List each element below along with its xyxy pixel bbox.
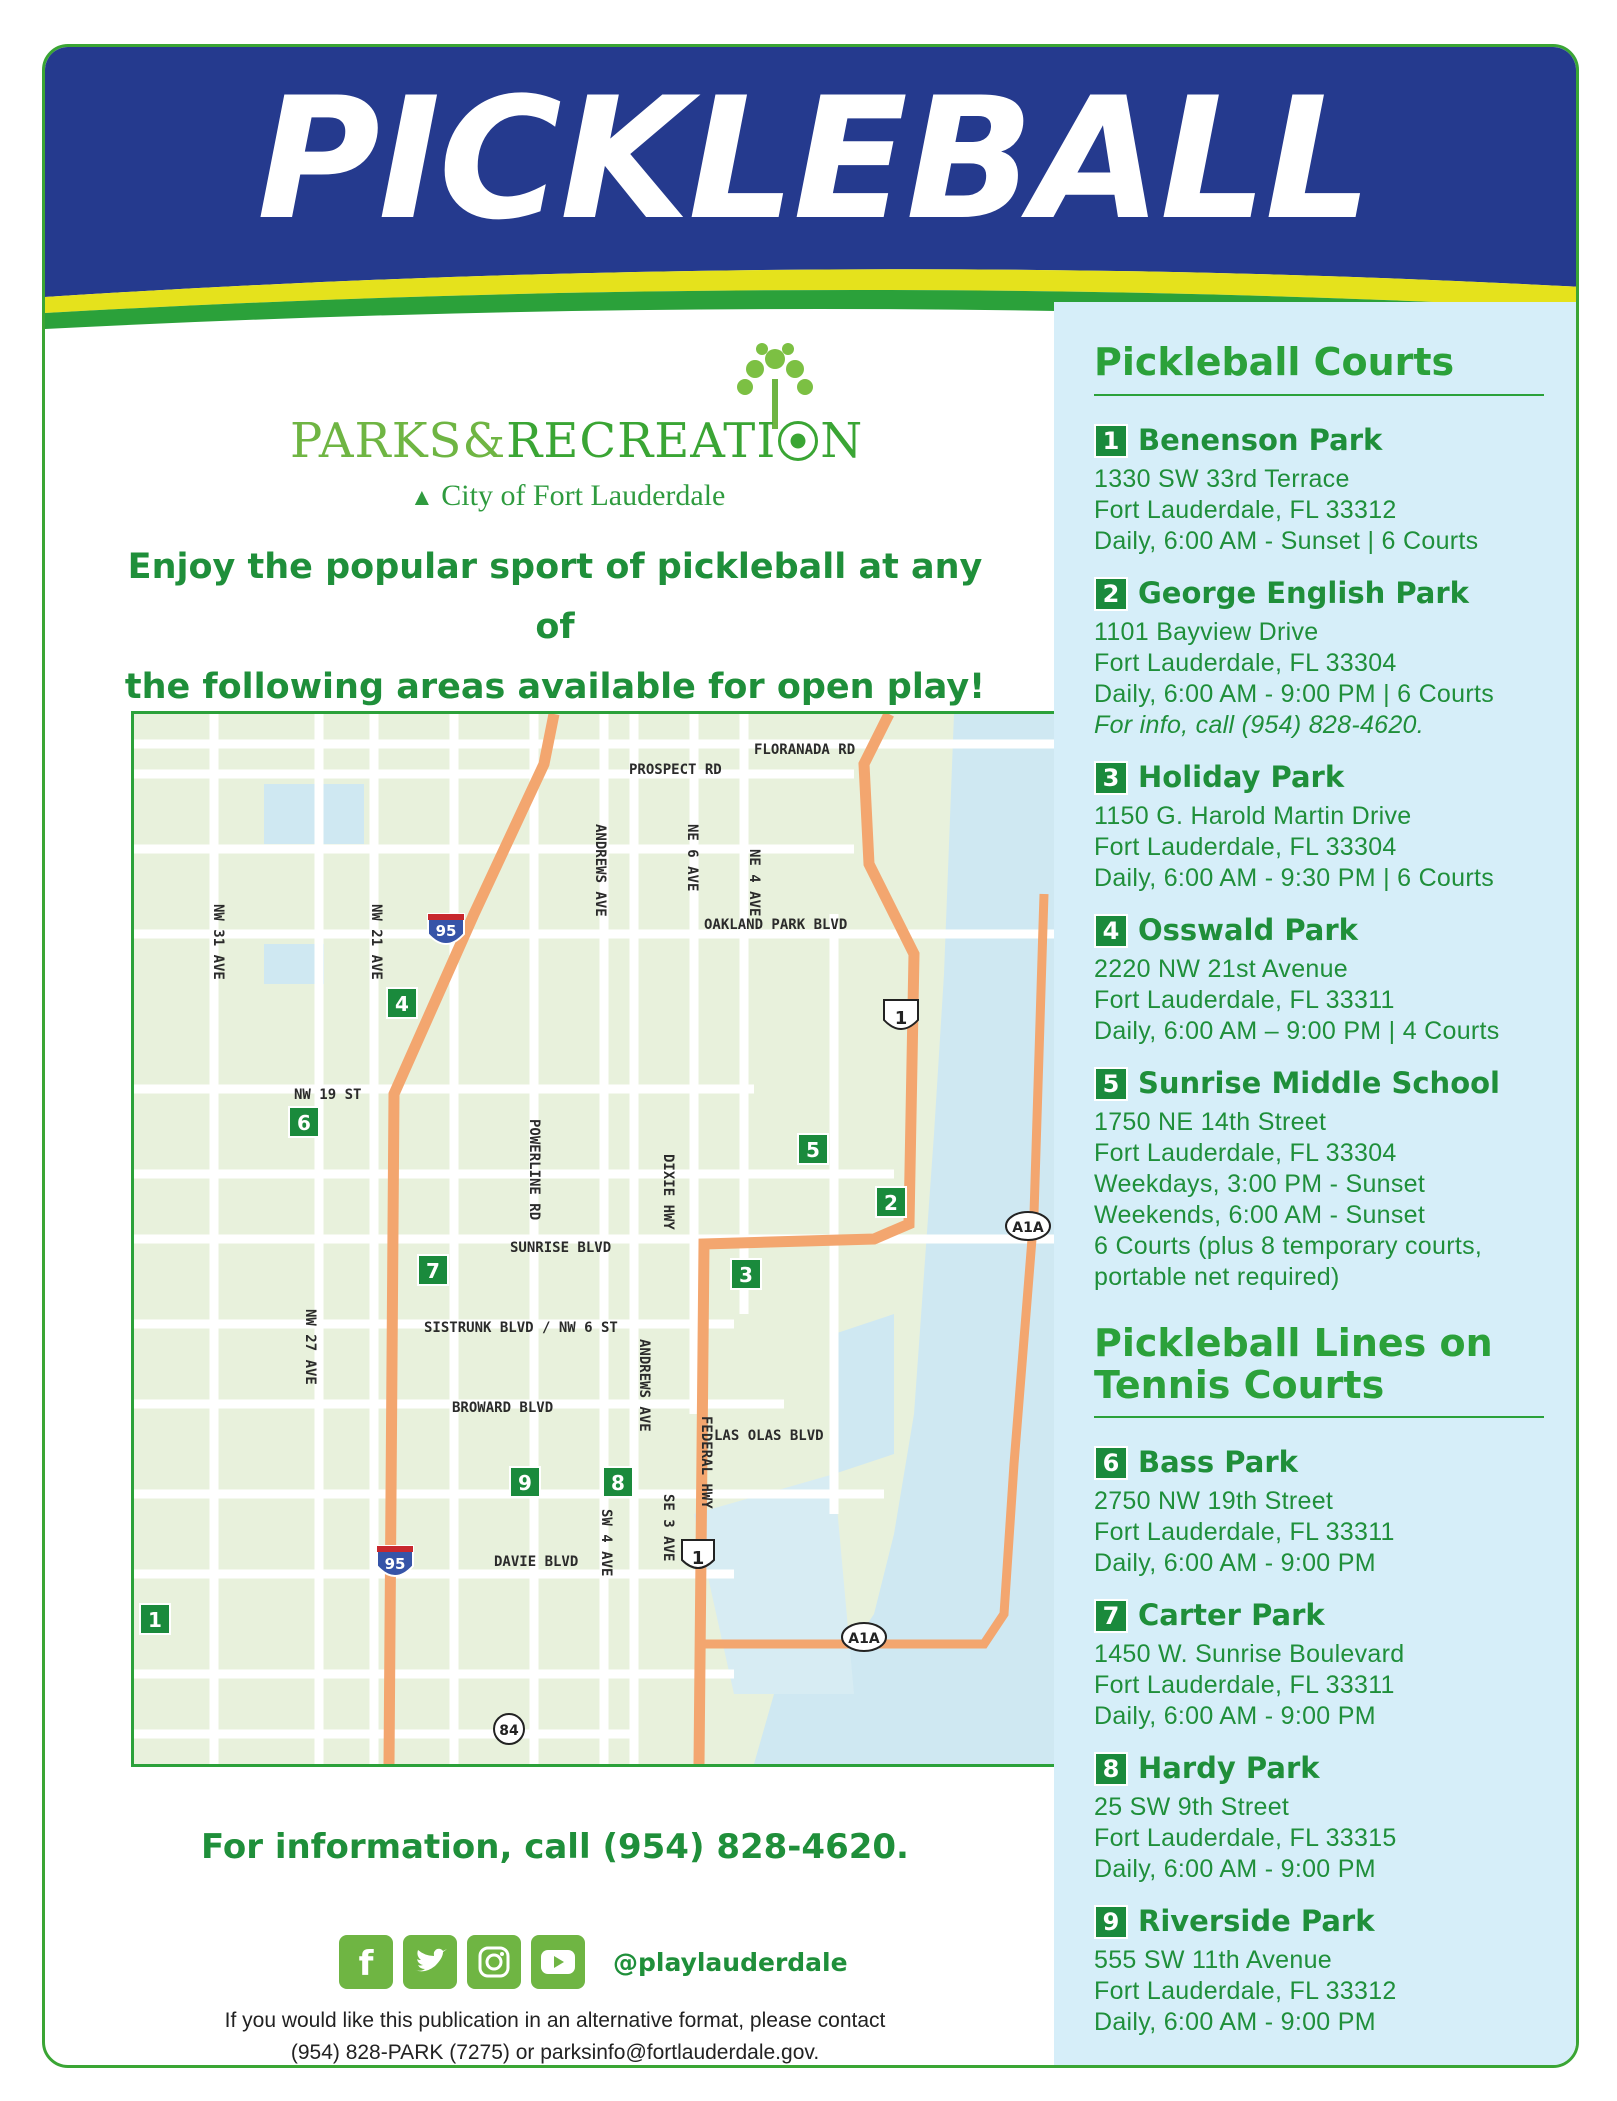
a1a-shield-bottom bbox=[842, 1623, 886, 1651]
page-title: PICKLEBALL bbox=[256, 61, 1371, 257]
road-label-powerline: POWERLINE RD bbox=[526, 1119, 542, 1221]
svg-text:84: 84 bbox=[499, 1723, 519, 1739]
park-name: Osswald Park bbox=[1138, 912, 1358, 947]
sr84-shield bbox=[494, 1714, 524, 1744]
flyer-frame bbox=[42, 44, 1579, 2068]
map-pin-6 bbox=[289, 1107, 319, 1137]
svg-text:f: f bbox=[358, 1945, 374, 1979]
road-label-federal: FEDERAL HWY bbox=[698, 1416, 714, 1509]
park-number-badge: 4 bbox=[1094, 914, 1128, 948]
road-label-sunrise: SUNRISE BLVD bbox=[510, 1240, 612, 1256]
youtube-icon[interactable] bbox=[531, 1935, 585, 1989]
map-pin-2 bbox=[876, 1187, 906, 1217]
svg-text:1: 1 bbox=[691, 1548, 705, 1569]
road-label-floranada: FLORANADA RD bbox=[754, 742, 856, 758]
road-label-lasolas: LAS OLAS BLVD bbox=[714, 1428, 824, 1444]
park-name: Carter Park bbox=[1138, 1598, 1325, 1633]
tennis-lines-heading: Pickleball Lines on Tennis Courts bbox=[1094, 1323, 1544, 1419]
map-pin-3 bbox=[731, 1259, 761, 1289]
map-pin-1 bbox=[140, 1604, 170, 1634]
svg-text:A1A: A1A bbox=[1012, 1220, 1044, 1236]
map-pin-7 bbox=[418, 1255, 448, 1285]
road-label-nw21: NW 21 AVE bbox=[368, 904, 384, 980]
svg-text:7: 7 bbox=[426, 1259, 440, 1283]
location-map bbox=[131, 711, 1059, 1767]
svg-text:95: 95 bbox=[384, 1555, 406, 1573]
park-entry-bass: 6 Bass Park 2750 NW 19th Street Fort Lauderdale, FL 33311 Daily, 6:00 AM - 9:00 PM bbox=[1094, 1445, 1395, 1578]
road-label-broward: BROWARD BLVD bbox=[452, 1400, 554, 1416]
park-entry-riverside: 9 Riverside Park 555 SW 11th Avenue Fort Lauderdale, FL 33312 Daily, 6:00 AM - 9:00 PM bbox=[1094, 1904, 1397, 2037]
park-name: Hardy Park bbox=[1138, 1751, 1320, 1786]
i95-shield-top bbox=[428, 914, 464, 944]
courts-heading: Pickleball Courts bbox=[1094, 342, 1544, 396]
road-label-oakland: OAKLAND PARK BLVD bbox=[704, 917, 848, 933]
svg-text:5: 5 bbox=[806, 1138, 820, 1162]
park-list-sidebar bbox=[1054, 302, 1579, 2068]
svg-text:8: 8 bbox=[611, 1471, 625, 1495]
svg-text:A1A: A1A bbox=[848, 1631, 880, 1647]
lake-water bbox=[264, 784, 364, 844]
road-label-nw19: NW 19 ST bbox=[294, 1087, 362, 1103]
svg-text:3: 3 bbox=[739, 1263, 753, 1287]
park-number-badge: 1 bbox=[1094, 424, 1128, 458]
road-label-prospect: PROSPECT RD bbox=[629, 762, 722, 778]
road-label-andrews-south: ANDREWS AVE bbox=[636, 1339, 652, 1432]
social-links bbox=[339, 1935, 848, 1989]
park-entry-carter: 7 Carter Park 1450 W. Sunrise Boulevard Fort Lauderdale, FL 33311 Daily, 6:00 AM - 9:00 PM bbox=[1094, 1598, 1405, 1731]
twitter-icon[interactable] bbox=[403, 1935, 457, 1989]
road-label-ne6: NE 6 AVE bbox=[684, 824, 700, 892]
svg-text:9: 9 bbox=[518, 1471, 532, 1495]
us1-shield-top bbox=[884, 1000, 918, 1029]
park-entry-george-english: 2 George English Park 1101 Bayview Drive Fort Lauderdale, FL 33304 Daily, 6:00 AM - 9:00 PM | 6 Courts For info, call (954) 828-4620. bbox=[1094, 575, 1495, 739]
park-name: Benenson Park bbox=[1138, 422, 1383, 457]
map-pin-4 bbox=[387, 988, 417, 1018]
park-number-badge: 6 bbox=[1094, 1446, 1128, 1480]
svg-text:6: 6 bbox=[297, 1111, 311, 1135]
park-number-badge: 3 bbox=[1094, 761, 1128, 795]
map-canvas bbox=[134, 714, 1056, 1764]
sail-icon: ▲ bbox=[410, 485, 434, 511]
road-label-ne4: NE 4 AVE bbox=[746, 849, 762, 917]
park-name: George English Park bbox=[1138, 575, 1469, 610]
facebook-icon[interactable] bbox=[339, 1935, 393, 1989]
road-label-nw31: NW 31 AVE bbox=[210, 904, 226, 980]
park-entry-hardy: 8 Hardy Park 25 SW 9th Street Fort Lauderdale, FL 33315 Daily, 6:00 AM - 9:00 PM bbox=[1094, 1751, 1397, 1884]
road-label-davie: DAVIE BLVD bbox=[494, 1554, 579, 1570]
alternative-format-notice: If you would like this publication in an alternative format, please contact (954) 828-PARK (7275) or parksinfo@fortlauderdale.gov. bbox=[224, 2009, 886, 2064]
instagram-icon[interactable] bbox=[467, 1935, 521, 1989]
park-entry-sunrise-middle-school: 5 Sunrise Middle School 1750 NE 14th Street Fort Lauderdale, FL 33304 Weekdays, 3:00 PM - Sunset Weekends, 6:00 AM - Sunset 6 Courts (plus 8 temporary courts, portable net required) bbox=[1094, 1065, 1500, 1291]
road-label-dixie: DIXIE HWY bbox=[660, 1154, 676, 1230]
park-entry-benenson: 1 Benenson Park 1330 SW 33rd Terrace Fort Lauderdale, FL 33312 Daily, 6:00 AM - Sunset | 6 Courts bbox=[1094, 422, 1479, 555]
social-handle[interactable]: @playlauderdale bbox=[613, 1947, 848, 1977]
park-number-badge: 8 bbox=[1094, 1752, 1128, 1786]
map-pin-8 bbox=[603, 1467, 633, 1497]
logo-wordmark: PARKS&RECREATI N bbox=[290, 413, 864, 469]
svg-text:4: 4 bbox=[395, 992, 409, 1016]
park-name: Riverside Park bbox=[1138, 1904, 1375, 1939]
parks-recreation-logo bbox=[290, 317, 910, 517]
road-label-se3: SE 3 AVE bbox=[660, 1494, 676, 1562]
park-entry-osswald: 4 Osswald Park 2220 NW 21st Avenue Fort Lauderdale, FL 33311 Daily, 6:00 AM – 9:00 PM | 4 Courts bbox=[1094, 912, 1500, 1045]
a1a-shield-top bbox=[1006, 1212, 1050, 1240]
svg-text:95: 95 bbox=[435, 922, 457, 940]
intro-text: Enjoy the popular sport of pickleball at any of the following areas available for open play! bbox=[124, 547, 986, 707]
park-number-badge: 9 bbox=[1094, 1905, 1128, 1939]
intracoastal-water bbox=[834, 1314, 894, 1474]
logo-city-name: ▲ City of Fort Lauderdale bbox=[410, 479, 726, 512]
park-number-badge: 2 bbox=[1094, 577, 1128, 611]
svg-text:1: 1 bbox=[148, 1608, 162, 1632]
map-pin-5 bbox=[798, 1134, 828, 1164]
road-label-sw4: SW 4 AVE bbox=[598, 1509, 614, 1577]
park-name: Holiday Park bbox=[1138, 759, 1345, 794]
park-name: Sunrise Middle School bbox=[1138, 1065, 1500, 1100]
svg-text:2: 2 bbox=[884, 1191, 898, 1215]
info-phone-line: For information, call (954) 828-4620. bbox=[201, 1827, 909, 1867]
park-number-badge: 7 bbox=[1094, 1599, 1128, 1633]
i95-shield-bottom bbox=[377, 1546, 413, 1576]
road-label-nw27: NW 27 AVE bbox=[302, 1309, 318, 1385]
soccer-ball-icon bbox=[778, 421, 818, 461]
road-label-sistrunk: SISTRUNK BLVD / NW 6 ST bbox=[424, 1320, 618, 1336]
park-number-badge: 5 bbox=[1094, 1067, 1128, 1101]
park-name: Bass Park bbox=[1138, 1445, 1298, 1480]
map-pin-9 bbox=[510, 1467, 540, 1497]
road-label-andrews-north: ANDREWS AVE bbox=[592, 824, 608, 917]
us1-shield-bottom bbox=[682, 1540, 714, 1569]
park-entry-holiday: 3 Holiday Park 1150 G. Harold Martin Drive Fort Lauderdale, FL 33304 Daily, 6:00 AM - 9:30 PM | 6 Courts bbox=[1094, 759, 1495, 892]
svg-text:1: 1 bbox=[894, 1008, 908, 1029]
